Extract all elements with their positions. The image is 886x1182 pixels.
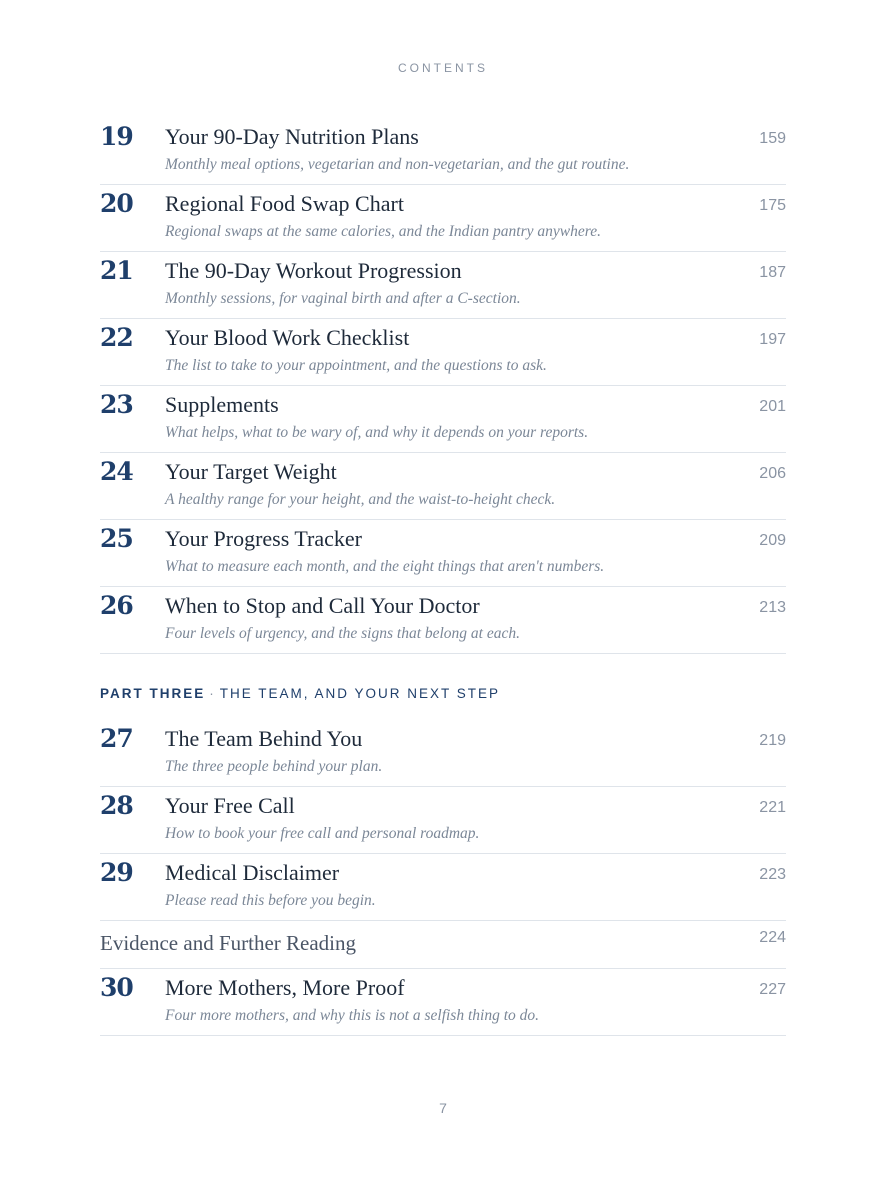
page-footer-number: 7: [439, 1100, 447, 1116]
chapter-title: Regional Food Swap Chart: [165, 191, 404, 216]
toc-entry-28[interactable]: [100, 787, 786, 854]
chapter-title: More Mothers, More Proof: [165, 975, 405, 1000]
chapter-number: 25: [100, 524, 133, 553]
contents-heading: CONTENTS: [398, 61, 488, 75]
page-number: 206: [759, 465, 786, 482]
toc-entry-22[interactable]: [100, 319, 786, 386]
chapter-title: Supplements: [165, 392, 279, 417]
chapter-description: A healthy range for your height, and the waist-to-height check.: [165, 491, 556, 508]
chapter-description: How to book your free call and personal roadmap.: [165, 825, 480, 842]
chapter-number: 21: [100, 256, 133, 285]
chapter-description: Four more mothers, and why this is not a selfish thing to do.: [165, 1007, 540, 1024]
chapter-number: 28: [100, 791, 133, 820]
chapter-title: When to Stop and Call Your Doctor: [165, 593, 480, 618]
page-number: 197: [759, 331, 786, 348]
table-of-contents: [100, 118, 786, 1036]
chapter-title: Your Free Call: [165, 793, 295, 818]
chapter-number: 19: [100, 122, 133, 151]
page-number: 187: [759, 264, 786, 281]
chapter-title: Medical Disclaimer: [165, 860, 340, 885]
chapter-title: Your Blood Work Checklist: [165, 325, 410, 350]
chapter-number: 20: [100, 189, 133, 218]
page-number: 201: [759, 398, 786, 415]
chapter-number: 30: [100, 973, 133, 1002]
toc-entry-24[interactable]: [100, 453, 786, 520]
part-label: PART THREE: [100, 686, 206, 701]
chapter-number: 27: [100, 724, 133, 753]
chapter-description: The list to take to your appointment, and the questions to ask.: [165, 357, 547, 374]
toc-entry-29[interactable]: [100, 854, 786, 921]
chapter-number: 23: [100, 390, 133, 419]
toc-entry-19[interactable]: [100, 118, 786, 185]
chapter-title: Your 90-Day Nutrition Plans: [165, 124, 419, 149]
chapter-title: Your Target Weight: [165, 459, 337, 484]
page-number: 159: [759, 130, 786, 147]
chapter-number: 24: [100, 457, 133, 486]
chapter-number: 22: [100, 323, 133, 352]
chapter-title: The 90-Day Workout Progression: [165, 258, 462, 283]
part-separator: ·: [209, 686, 216, 701]
toc-entry-26[interactable]: [100, 587, 786, 654]
chapter-number: 26: [100, 591, 133, 620]
section-title: Evidence and Further Reading: [100, 931, 356, 955]
chapter-description: What helps, what to be wary of, and why it depends on your reports.: [165, 424, 589, 441]
page-number: 213: [759, 599, 786, 616]
toc-entry-30[interactable]: [100, 969, 786, 1036]
chapter-description: Monthly meal options, vegetarian and non-vegetarian, and the gut routine.: [165, 156, 630, 173]
toc-entry-27[interactable]: [100, 720, 786, 787]
chapter-description: Please read this before you begin.: [165, 892, 376, 909]
part-three-heading: [100, 654, 786, 720]
page-number: 224: [759, 929, 786, 946]
page-number: 221: [759, 799, 786, 816]
toc-entry-25[interactable]: [100, 520, 786, 587]
toc-entry-20[interactable]: [100, 185, 786, 252]
toc-entry-21[interactable]: [100, 252, 786, 319]
chapter-description: Regional swaps at the same calories, and the Indian pantry anywhere.: [165, 223, 601, 240]
page-number: 175: [759, 197, 786, 214]
chapter-description: Four levels of urgency, and the signs that belong at each.: [165, 625, 521, 642]
chapter-title: Your Progress Tracker: [165, 526, 363, 551]
chapter-description: Monthly sessions, for vaginal birth and after a C-section.: [165, 290, 521, 307]
chapter-description: What to measure each month, and the eight things that aren't numbers.: [165, 558, 605, 575]
toc-entry-evidence[interactable]: [100, 921, 786, 969]
page-number: 223: [759, 866, 786, 883]
chapter-number: 29: [100, 858, 133, 887]
page-number: 227: [759, 981, 786, 998]
page-number: 209: [759, 532, 786, 549]
chapter-description: The three people behind your plan.: [165, 758, 383, 775]
toc-entry-23[interactable]: [100, 386, 786, 453]
chapter-title: The Team Behind You: [165, 726, 363, 751]
page-number: 219: [759, 732, 786, 749]
part-title: THE TEAM, AND YOUR NEXT STEP: [219, 686, 501, 701]
